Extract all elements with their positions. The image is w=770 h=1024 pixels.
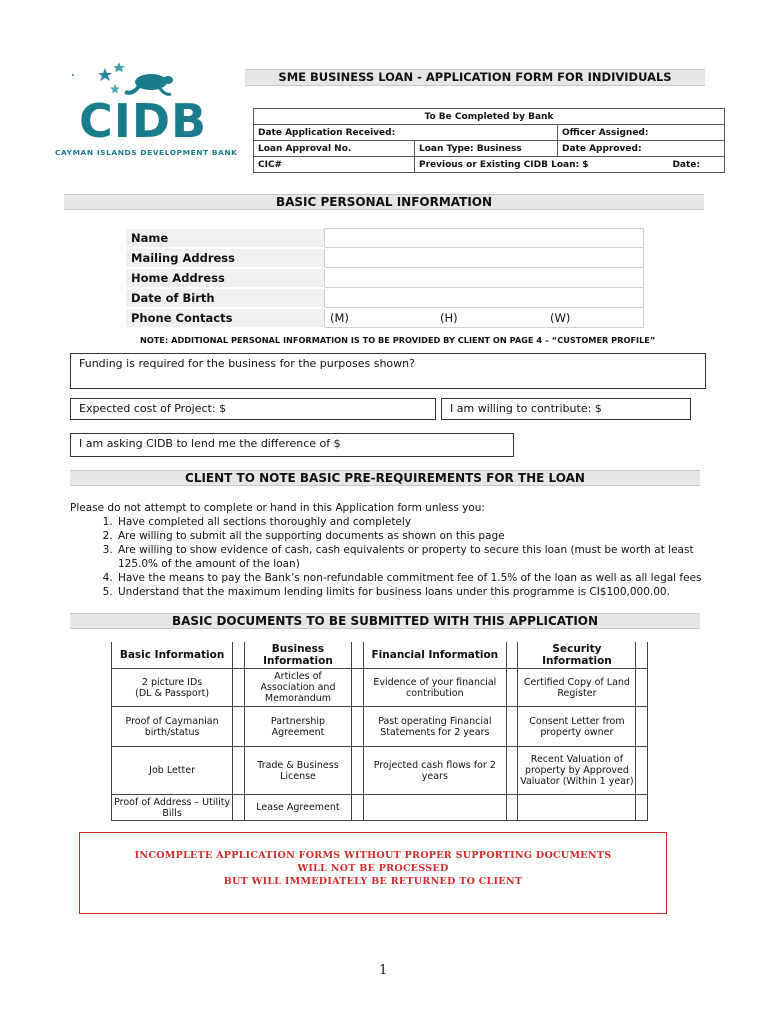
contribution-label: I am willing to contribute: $ (450, 402, 602, 415)
documents-table (111, 642, 648, 821)
previous-loan-label: Previous or Existing CIDB Loan: $ (419, 159, 589, 170)
checkbox[interactable] (352, 707, 363, 747)
warning-box (79, 832, 667, 914)
doc-cell: Proof of Address – Utility Bills (112, 795, 233, 821)
table-row (112, 669, 648, 707)
doc-cell: Evidence of your financial contribution (363, 669, 506, 707)
warning-line-2: WILL NOT BE PROCESSED (297, 863, 449, 874)
checkbox[interactable] (233, 707, 244, 747)
bank-header: To Be Completed by Bank (254, 109, 725, 125)
requirement-item: 3. Are willing to show evidence of cash, cash equivalents or property to secure this loan (must be worth at least 125.0% of the amount of the loan) (116, 543, 710, 571)
requirements-heading: CLIENT TO NOTE BASIC PRE-REQUIREMENTS FOR THE LOAN (70, 470, 700, 486)
phone-home-label: (H) (440, 310, 458, 325)
mailing-address-label: Mailing Address (126, 248, 325, 268)
logo-abbr: CIDB (79, 94, 208, 148)
doc-cell: Proof of Caymanian birth/status (112, 707, 233, 747)
doc-cell: Job Letter (112, 747, 233, 795)
personal-info-heading: BASIC PERSONAL INFORMATION (64, 194, 704, 210)
checkbox[interactable] (233, 669, 244, 707)
loan-amount-label: I am asking CIDB to lend me the difference of $ (79, 437, 341, 450)
home-address-label: Home Address (126, 268, 325, 288)
checkbox[interactable] (636, 669, 648, 707)
requirements-list (70, 515, 710, 599)
dob-label: Date of Birth (126, 288, 325, 308)
checkbox[interactable] (636, 747, 648, 795)
cic-field[interactable]: CIC# (254, 157, 415, 173)
dob-input[interactable] (325, 288, 644, 308)
mailing-address-input[interactable] (325, 248, 644, 268)
previous-loan-date-label: Date: (672, 159, 700, 170)
doc-cell: Lease Agreement (244, 795, 352, 821)
col-header-security: Security Information (518, 642, 636, 669)
home-address-input[interactable] (325, 268, 644, 288)
contribution-field[interactable] (441, 398, 691, 420)
col-header-business: Business Information (244, 642, 352, 669)
approval-no-field[interactable]: Loan Approval No. (254, 141, 415, 157)
date-approved-field[interactable]: Date Approved: (558, 141, 725, 157)
checkbox[interactable] (506, 747, 517, 795)
doc-cell: 2 picture IDs (DL & Passport) (112, 669, 233, 707)
checkbox[interactable] (506, 795, 517, 821)
personal-info-table (126, 228, 644, 329)
warning-line-1: INCOMPLETE APPLICATION FORMS WITHOUT PROPER SUPPORTING DOCUMENTS (134, 850, 612, 861)
checkbox[interactable] (506, 707, 517, 747)
documents-heading: BASIC DOCUMENTS TO BE SUBMITTED WITH THIS APPLICATION (70, 613, 700, 629)
bank-use-table (253, 108, 725, 173)
previous-loan-field[interactable] (415, 157, 725, 173)
doc-cell: Partnership Agreement (244, 707, 352, 747)
checkbox[interactable] (352, 795, 363, 821)
col-header-basic: Basic Information (112, 642, 233, 669)
page-title: SME BUSINESS LOAN - APPLICATION FORM FOR INDIVIDUALS (245, 69, 705, 86)
checkbox[interactable] (636, 795, 648, 821)
doc-cell (518, 795, 636, 821)
logo (55, 62, 240, 162)
requirement-item: 5. Understand that the maximum lending limits for business loans under this programme is CI$100,000.00. (116, 585, 710, 599)
doc-cell: Projected cash flows for 2 years (363, 747, 506, 795)
col-header-financial: Financial Information (363, 642, 506, 669)
loan-type-field[interactable]: Loan Type: Business (415, 141, 558, 157)
checkbox[interactable] (233, 795, 244, 821)
requirements-intro: Please do not attempt to complete or hand in this Application form unless you: (70, 502, 485, 514)
phone-label: Phone Contacts (126, 308, 325, 328)
page-number: 1 (379, 963, 388, 978)
loan-amount-field[interactable] (70, 433, 514, 457)
doc-cell: Certified Copy of Land Register (518, 669, 636, 707)
officer-field[interactable]: Officer Assigned: (558, 125, 725, 141)
doc-cell: Trade & Business License (244, 747, 352, 795)
name-label: Name (126, 229, 325, 248)
checkbox[interactable] (352, 747, 363, 795)
requirements-section (70, 501, 710, 599)
requirement-item: 4. Have the means to pay the Bank’s non-refundable commitment fee of 1.5% of the loan as well as all legal fees (116, 571, 710, 585)
doc-cell: Articles of Association and Memorandum (244, 669, 352, 707)
doc-cell: Consent Letter from property owner (518, 707, 636, 747)
checkbox[interactable] (352, 669, 363, 707)
phone-input[interactable] (325, 308, 644, 328)
warning-line-3: BUT WILL IMMEDIATELY BE RETURNED TO CLIENT (223, 876, 523, 887)
requirement-item: 2. Are willing to submit all the supporting documents as shown on this page (116, 529, 710, 543)
checkbox[interactable] (506, 669, 517, 707)
additional-info-note: NOTE: ADDITIONAL PERSONAL INFORMATION IS TO BE PROVIDED BY CLIENT ON PAGE 4 – “CUSTOMER PROFILE” (140, 335, 656, 345)
logo-name: CAYMAN ISLANDS DEVELOPMENT BANK (55, 148, 238, 157)
date-received-field[interactable]: Date Application Received: (254, 125, 558, 141)
requirement-item: 1. Have completed all sections thoroughly and completely (116, 515, 710, 529)
phone-mobile-label: (M) (330, 310, 349, 325)
doc-cell (363, 795, 506, 821)
funding-purpose-field[interactable] (70, 353, 706, 389)
doc-cell: Past operating Financial Statements for 2 years (363, 707, 506, 747)
table-row (112, 747, 648, 795)
project-cost-field[interactable] (70, 398, 436, 420)
project-cost-label: Expected cost of Project: $ (79, 402, 227, 415)
table-row (112, 707, 648, 747)
name-input[interactable] (325, 229, 644, 248)
phone-work-label: (W) (550, 310, 571, 325)
funding-purpose-label: Funding is required for the business for the purposes shown? (79, 357, 415, 370)
doc-cell: Recent Valuation of property by Approved Valuator (Within 1 year) (518, 747, 636, 795)
checkbox[interactable] (636, 707, 648, 747)
checkbox[interactable] (233, 747, 244, 795)
table-row (112, 795, 648, 821)
